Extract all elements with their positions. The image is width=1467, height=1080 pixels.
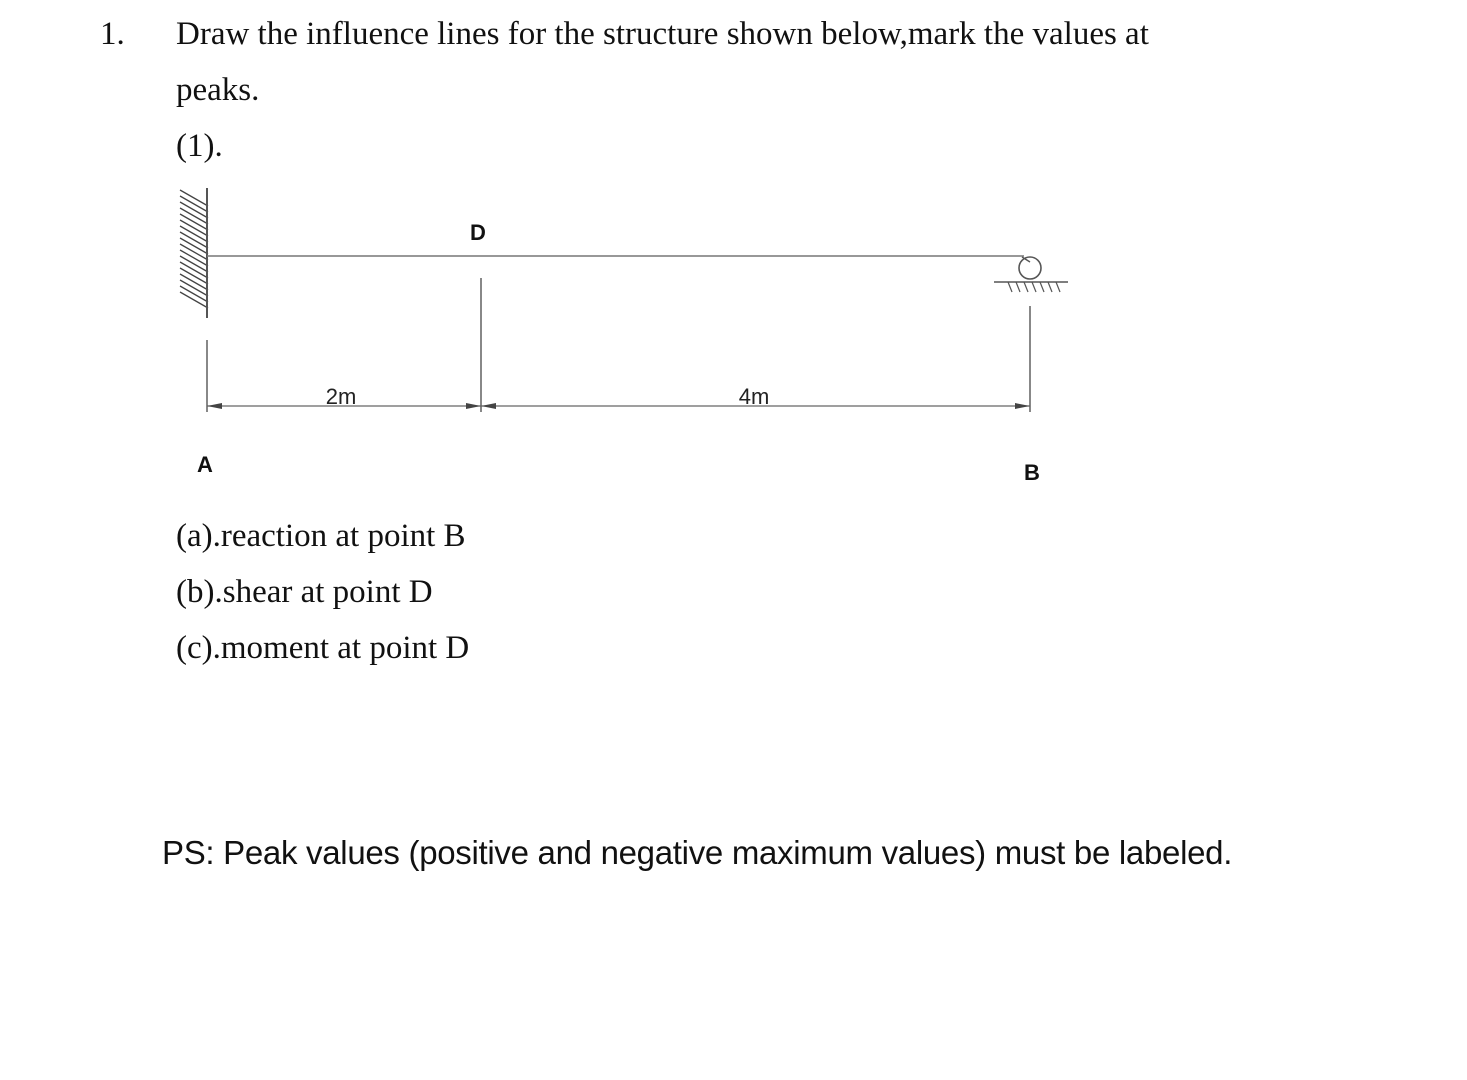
part-c-text: (c).moment at point D xyxy=(176,630,470,666)
point-b-label: B xyxy=(1024,460,1040,485)
question-text-line1: Draw the influence lines for the structure shown below,mark the values at xyxy=(176,16,1149,52)
fixed-support-hatching xyxy=(180,190,208,308)
roller-support xyxy=(1019,257,1041,279)
roller-ground-hatching xyxy=(1008,282,1060,292)
question-text-line2: peaks. xyxy=(176,72,260,108)
point-d-label: D xyxy=(470,220,486,245)
dimension-ad-label: 2m xyxy=(325,384,357,409)
part-a-text: (a).reaction at point B xyxy=(176,518,466,554)
question-number: 1. xyxy=(100,16,125,52)
question-sub-label: (1). xyxy=(176,128,223,164)
ps-note: PS: Peak values (positive and negative maximum values) must be labeled. xyxy=(162,834,1233,871)
dimension-db-label: 4m xyxy=(738,384,770,409)
beam-diagram xyxy=(0,0,1467,520)
part-b-text: (b).shear at point D xyxy=(176,574,433,610)
point-a-label: A xyxy=(197,452,213,477)
